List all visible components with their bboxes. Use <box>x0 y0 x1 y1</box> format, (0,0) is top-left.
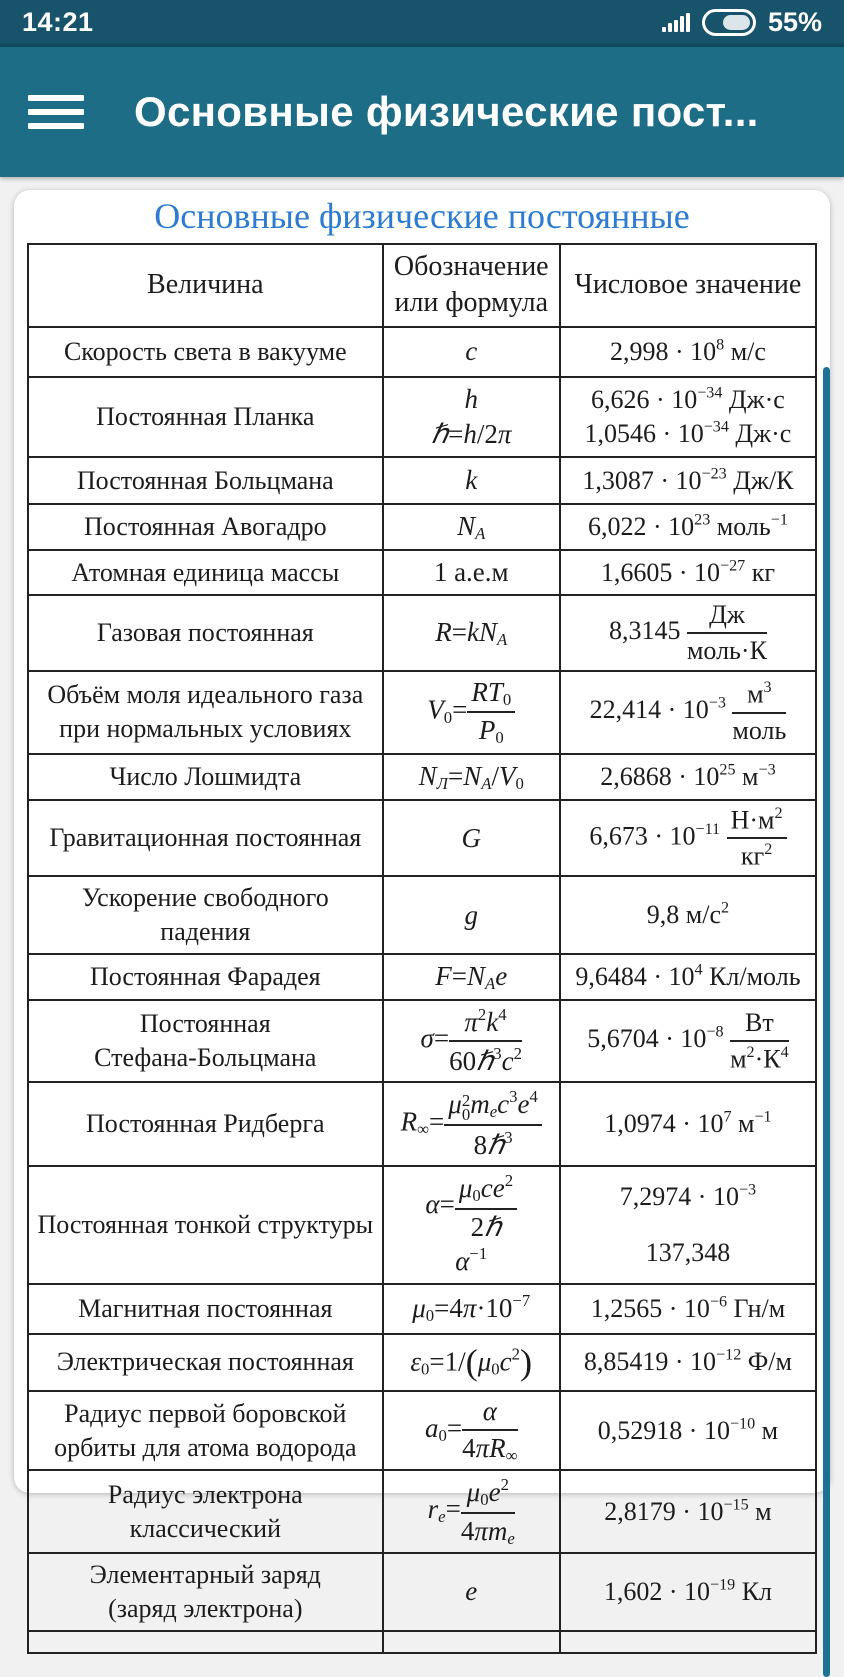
formula-cell: $V_0=$ $\frac{RT_0}{P_0}$ <box>383 671 560 754</box>
value-cell: $2,998 \cdot 10^8$ м/с <box>560 327 816 377</box>
value-cell: $1,6605 \cdot 10^{-27}$ кг <box>560 550 816 595</box>
value-cell: 9,8 $м/с^2$ <box>560 876 816 954</box>
value-cell: $6,022 \cdot 10^{23}$ моль$^{-1}$ <box>560 504 816 550</box>
value-cell: $8,85419 \cdot 10^{-12}$ Ф/м <box>560 1334 816 1391</box>
quantity-cell: Постоянная Планка <box>28 377 383 457</box>
content-card[interactable] <box>14 190 830 1623</box>
value-cell: $1,602 \cdot 10^{-19}$ Кл <box>560 1553 816 1631</box>
formula-cell: $R_\infty=$ μ 2 0 $m_ec^3e^4$ 8ℏ$^3$ <box>383 1082 560 1167</box>
value-cell <box>560 1631 816 1653</box>
quantity-cell: Ускорение свободного падения <box>28 876 383 954</box>
quantity-cell: Постоянная Ридберга <box>28 1082 383 1167</box>
formula-cell: $N_Л=N_A/V_0$ <box>383 754 560 800</box>
formula-cell <box>383 1631 560 1653</box>
formula-cell: $r_e=$ $\mu_0e^2$ $4\pi m_e$ <box>383 1470 560 1553</box>
table-row <box>28 1631 816 1653</box>
table-row <box>28 1334 816 1391</box>
page-title: Основные физические постоянные <box>154 196 690 236</box>
header-cell: Обозначение или формула <box>383 244 560 327</box>
hamburger-menu-button[interactable] <box>28 87 84 137</box>
quantity-cell: Постоянная тонкой структуры <box>28 1166 383 1283</box>
value-cell: $7,2974 \cdot 10^{-3}$ 137,348 <box>560 1166 816 1283</box>
quantity-cell: Газовая постоянная <box>28 595 383 671</box>
quantity-cell: Элементарный заряд (заряд электрона) <box>28 1553 383 1631</box>
formula-cell: g <box>383 876 560 954</box>
quantity-cell: Радиус электрона классический <box>28 1470 383 1553</box>
formula-cell: $F=N_Ae$ <box>383 954 560 1000</box>
value-cell: $5,6704 \cdot 10^{-8}$ Вт $м^2\cdot К^4$ <box>560 1000 816 1082</box>
quantity-cell: Постоянная Больцмана <box>28 457 383 504</box>
formula-cell: $\mu_0=4\pi\cdot 10^{-7}$ <box>383 1284 560 1334</box>
formula-cell: h ℏ=h/2π <box>383 377 560 457</box>
quantity-cell: Радиус первой боровской орбиты для атома водорода <box>28 1391 383 1470</box>
hamburger-icon <box>28 95 84 101</box>
table-row <box>28 800 816 877</box>
quantity-cell: Постоянная Авогадро <box>28 504 383 550</box>
table-row <box>28 1391 816 1470</box>
value-cell: $6,673 \cdot 10^{-11}$ $Н\cdot м^2$ $кг^2$ <box>560 800 816 877</box>
value-cell: $6,626 \cdot 10^{-34}$ Дж·с $1,0546 \cdot 10^{-34}$ Дж·с <box>560 377 816 457</box>
table-row <box>28 1470 816 1553</box>
table-row <box>28 1000 816 1082</box>
quantity-cell: Скорость света в вакууме <box>28 327 383 377</box>
table-row <box>28 876 816 954</box>
value-cell: $1,0974 \cdot 10^7$ $м^{-1}$ <box>560 1082 816 1167</box>
table-row <box>28 1166 816 1283</box>
table-row <box>28 377 816 457</box>
header-cell: Величина <box>28 244 383 327</box>
table-row <box>28 754 816 800</box>
value-cell: $9,6484 \cdot 10^4$ Кл/моль <box>560 954 816 1000</box>
signal-strength-icon <box>662 12 690 32</box>
table-row <box>28 1284 816 1334</box>
status-icons <box>662 7 822 38</box>
table-row <box>28 504 816 550</box>
formula-cell: G <box>383 800 560 877</box>
constants-table-body <box>28 327 816 1653</box>
table-row <box>28 671 816 754</box>
table-row <box>28 954 816 1000</box>
battery-icon <box>702 9 756 36</box>
table-row <box>28 595 816 671</box>
app-bar <box>0 44 844 177</box>
value-cell: $1,2565 \cdot 10^{-6}$ Гн/м <box>560 1284 816 1334</box>
value-cell: $22,414 \cdot 10^{-3}$ $м^3$ моль <box>560 671 816 754</box>
quantity-cell: Магнитная постоянная <box>28 1284 383 1334</box>
formula-cell: e <box>383 1553 560 1631</box>
value-cell: $1,3087 \cdot 10^{-23}$ Дж/К <box>560 457 816 504</box>
clock-text: 14:21 <box>22 6 94 37</box>
quantity-cell: Число Лошмидта <box>28 754 383 800</box>
scrollbar[interactable] <box>823 367 830 1677</box>
formula-cell: c <box>383 327 560 377</box>
formula-cell: $a_0=$ $\frac{\alpha}{4\pi R_\infty}$ <box>383 1391 560 1470</box>
table-row <box>28 550 816 595</box>
quantity-cell <box>28 1631 383 1653</box>
app-bar-title: Основные физические пост... <box>134 88 759 135</box>
value-cell: $2,6868 \cdot 10^{25}$ $м^{-3}$ <box>560 754 816 800</box>
table-row <box>28 1082 816 1167</box>
quantity-cell: Постоянная Фарадея <box>28 954 383 1000</box>
formula-cell: α= $\mu_0ce^2$ 2ℏ $\alpha^{-1}$ <box>383 1166 560 1283</box>
table-row <box>28 457 816 504</box>
table-row <box>28 1553 816 1631</box>
constants-table <box>27 243 817 1654</box>
quantity-cell: Объём моля идеального газа при нормальных условиях <box>28 671 383 754</box>
formula-cell: $R=kN_A$ <box>383 595 560 671</box>
value-cell: $2,8179 \cdot 10^{-15}$ м <box>560 1470 816 1553</box>
formula-cell: $N_A$ <box>383 504 560 550</box>
content-area <box>0 177 844 1623</box>
header-cell: Числовое значение <box>560 244 816 327</box>
battery-percent: 55% <box>767 6 822 37</box>
table-header-row <box>28 244 816 327</box>
formula-cell: $\varepsilon_0=1/(\mu_0c^2)$ <box>383 1334 560 1391</box>
quantity-cell: Атомная единица массы <box>28 550 383 595</box>
formula-cell: k <box>383 457 560 504</box>
formula-cell: 1 а.е.м <box>383 550 560 595</box>
value-cell: $0,52918 \cdot 10^{-10}$ м <box>560 1391 816 1470</box>
table-row <box>28 327 816 377</box>
quantity-cell: Гравитационная постоянная <box>28 800 383 877</box>
status-bar <box>0 0 844 44</box>
formula-cell: σ= $\pi^2k^4$ $60\hbar^3c^2$ <box>383 1000 560 1082</box>
quantity-cell: Электрическая постоянная <box>28 1334 383 1391</box>
quantity-cell: Постоянная Стефана-Больцмана <box>28 1000 383 1082</box>
value-cell: 8,3145 Дж моль·К <box>560 595 816 671</box>
